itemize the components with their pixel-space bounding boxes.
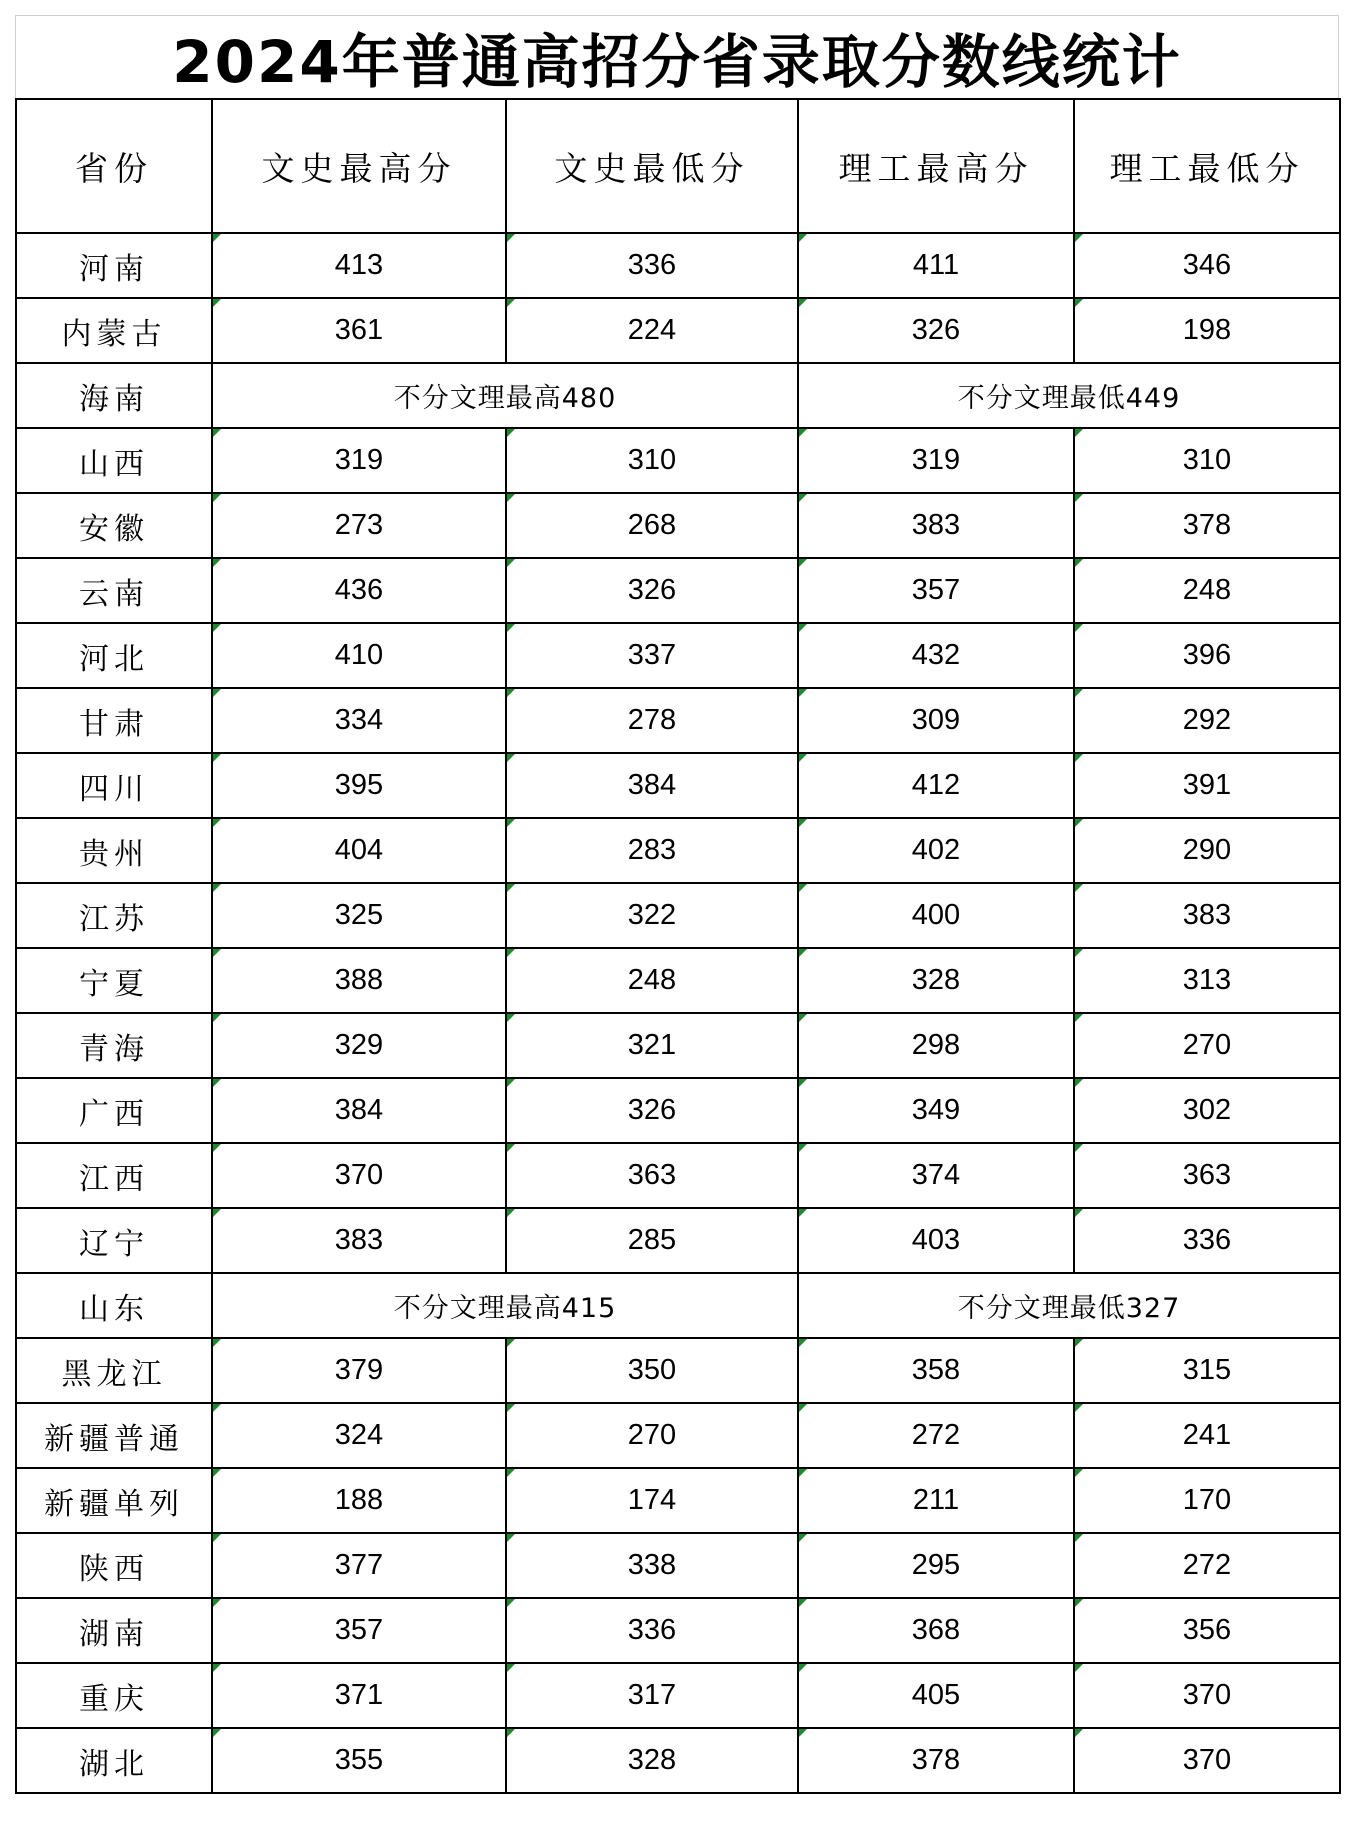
table-row	[16, 883, 1340, 948]
science-min-cell: 370	[1074, 1728, 1340, 1793]
arts-max-cell: 404	[212, 818, 506, 883]
arts-max-cell: 334	[212, 688, 506, 753]
arts-max-cell: 370	[212, 1143, 506, 1208]
province-cell: 内蒙古	[16, 298, 212, 363]
science-max-cell: 357	[798, 558, 1074, 623]
table-row	[16, 428, 1340, 493]
table-row	[16, 1078, 1340, 1143]
table-row	[16, 1663, 1340, 1728]
score-sheet	[15, 15, 1339, 1821]
arts-max-cell: 357	[212, 1598, 506, 1663]
science-max-cell: 405	[798, 1663, 1074, 1728]
table-row	[16, 233, 1340, 298]
arts-min-cell: 326	[506, 558, 798, 623]
province-cell: 湖北	[16, 1728, 212, 1793]
province-cell: 河南	[16, 233, 212, 298]
province-cell: 湖南	[16, 1598, 212, 1663]
science-min-cell: 292	[1074, 688, 1340, 753]
province-cell: 陕西	[16, 1533, 212, 1598]
arts-max-cell: 379	[212, 1338, 506, 1403]
arts-min-cell: 326	[506, 1078, 798, 1143]
arts-max-cell: 273	[212, 493, 506, 558]
table-row	[16, 1273, 1340, 1338]
table-row	[16, 558, 1340, 623]
table-row	[16, 1143, 1340, 1208]
province-cell: 宁夏	[16, 948, 212, 1013]
arts-max-cell: 361	[212, 298, 506, 363]
table-row	[16, 493, 1340, 558]
science-max-cell: 326	[798, 298, 1074, 363]
arts-max-cell: 319	[212, 428, 506, 493]
title-bar	[15, 15, 1339, 98]
merged-min-cell: 不分文理最低449	[798, 363, 1340, 428]
province-cell: 辽宁	[16, 1208, 212, 1273]
science-max-cell: 298	[798, 1013, 1074, 1078]
arts-min-cell: 278	[506, 688, 798, 753]
province-cell: 贵州	[16, 818, 212, 883]
table-row	[16, 688, 1340, 753]
arts-max-cell: 325	[212, 883, 506, 948]
science-max-cell: 295	[798, 1533, 1074, 1598]
arts-min-cell: 224	[506, 298, 798, 363]
science-min-cell: 310	[1074, 428, 1340, 493]
province-cell: 山西	[16, 428, 212, 493]
arts-min-cell: 268	[506, 493, 798, 558]
arts-min-cell: 321	[506, 1013, 798, 1078]
table-row	[16, 1598, 1340, 1663]
arts-min-cell: 248	[506, 948, 798, 1013]
arts-max-cell: 377	[212, 1533, 506, 1598]
table-row	[16, 1468, 1340, 1533]
science-max-cell: 368	[798, 1598, 1074, 1663]
merged-max-cell: 不分文理最高480	[212, 363, 798, 428]
arts-min-cell: 328	[506, 1728, 798, 1793]
table-row	[16, 1013, 1340, 1078]
arts-min-cell: 285	[506, 1208, 798, 1273]
science-max-cell: 412	[798, 753, 1074, 818]
table-row	[16, 623, 1340, 688]
table-row	[16, 1338, 1340, 1403]
arts-max-cell: 388	[212, 948, 506, 1013]
science-min-cell: 370	[1074, 1663, 1340, 1728]
province-cell: 河北	[16, 623, 212, 688]
arts-max-cell: 413	[212, 233, 506, 298]
province-cell: 新疆普通	[16, 1403, 212, 1468]
province-cell: 青海	[16, 1013, 212, 1078]
province-cell: 云南	[16, 558, 212, 623]
arts-max-cell: 324	[212, 1403, 506, 1468]
arts-min-cell: 384	[506, 753, 798, 818]
header-row	[16, 99, 1340, 233]
science-min-cell: 270	[1074, 1013, 1340, 1078]
province-cell: 江西	[16, 1143, 212, 1208]
science-min-cell: 346	[1074, 233, 1340, 298]
table-row	[16, 1728, 1340, 1793]
science-max-cell: 211	[798, 1468, 1074, 1533]
science-min-cell: 396	[1074, 623, 1340, 688]
arts-max-cell: 395	[212, 753, 506, 818]
science-max-cell: 272	[798, 1403, 1074, 1468]
science-max-cell: 319	[798, 428, 1074, 493]
province-cell: 江苏	[16, 883, 212, 948]
merged-max-cell: 不分文理最高415	[212, 1273, 798, 1338]
science-max-cell: 403	[798, 1208, 1074, 1273]
province-cell: 四川	[16, 753, 212, 818]
province-cell: 海南	[16, 363, 212, 428]
science-max-cell: 411	[798, 233, 1074, 298]
arts-min-cell: 363	[506, 1143, 798, 1208]
science-min-cell: 272	[1074, 1533, 1340, 1598]
arts-max-cell: 384	[212, 1078, 506, 1143]
table-row	[16, 298, 1340, 363]
science-max-cell: 378	[798, 1728, 1074, 1793]
science-max-cell: 349	[798, 1078, 1074, 1143]
arts-min-cell: 350	[506, 1338, 798, 1403]
science-max-cell: 432	[798, 623, 1074, 688]
score-table	[15, 98, 1341, 1794]
science-max-cell: 402	[798, 818, 1074, 883]
table-row	[16, 1533, 1340, 1598]
arts-max-cell: 329	[212, 1013, 506, 1078]
arts-max-cell: 410	[212, 623, 506, 688]
header-science-min: 理工最低分	[1074, 99, 1340, 233]
header-science-max: 理工最高分	[798, 99, 1074, 233]
table-row	[16, 363, 1340, 428]
science-min-cell: 383	[1074, 883, 1340, 948]
science-min-cell: 198	[1074, 298, 1340, 363]
science-max-cell: 400	[798, 883, 1074, 948]
science-min-cell: 241	[1074, 1403, 1340, 1468]
science-max-cell: 358	[798, 1338, 1074, 1403]
arts-min-cell: 336	[506, 233, 798, 298]
arts-min-cell: 338	[506, 1533, 798, 1598]
arts-max-cell: 355	[212, 1728, 506, 1793]
science-max-cell: 328	[798, 948, 1074, 1013]
science-min-cell: 290	[1074, 818, 1340, 883]
page-title: 2024年普通高招分省录取分数线统计	[172, 28, 1182, 96]
table-row	[16, 1403, 1340, 1468]
science-min-cell: 313	[1074, 948, 1340, 1013]
province-cell: 重庆	[16, 1663, 212, 1728]
arts-min-cell: 337	[506, 623, 798, 688]
header-arts-min: 文史最低分	[506, 99, 798, 233]
arts-min-cell: 322	[506, 883, 798, 948]
science-min-cell: 378	[1074, 493, 1340, 558]
header-arts-max: 文史最高分	[212, 99, 506, 233]
science-min-cell: 391	[1074, 753, 1340, 818]
science-min-cell: 170	[1074, 1468, 1340, 1533]
science-max-cell: 383	[798, 493, 1074, 558]
science-min-cell: 248	[1074, 558, 1340, 623]
science-min-cell: 315	[1074, 1338, 1340, 1403]
province-cell: 黑龙江	[16, 1338, 212, 1403]
science-max-cell: 374	[798, 1143, 1074, 1208]
arts-min-cell: 317	[506, 1663, 798, 1728]
province-cell: 山东	[16, 1273, 212, 1338]
province-cell: 安徽	[16, 493, 212, 558]
science-min-cell: 356	[1074, 1598, 1340, 1663]
province-cell: 甘肃	[16, 688, 212, 753]
science-min-cell: 363	[1074, 1143, 1340, 1208]
arts-max-cell: 188	[212, 1468, 506, 1533]
table-row	[16, 753, 1340, 818]
arts-min-cell: 336	[506, 1598, 798, 1663]
table-row	[16, 818, 1340, 883]
science-min-cell: 336	[1074, 1208, 1340, 1273]
arts-min-cell: 283	[506, 818, 798, 883]
arts-max-cell: 371	[212, 1663, 506, 1728]
arts-max-cell: 383	[212, 1208, 506, 1273]
science-min-cell: 302	[1074, 1078, 1340, 1143]
merged-min-cell: 不分文理最低327	[798, 1273, 1340, 1338]
arts-max-cell: 436	[212, 558, 506, 623]
arts-min-cell: 174	[506, 1468, 798, 1533]
table-row	[16, 1208, 1340, 1273]
science-max-cell: 309	[798, 688, 1074, 753]
arts-min-cell: 270	[506, 1403, 798, 1468]
table-row	[16, 948, 1340, 1013]
header-province: 省份	[16, 99, 212, 233]
province-cell: 广西	[16, 1078, 212, 1143]
arts-min-cell: 310	[506, 428, 798, 493]
province-cell: 新疆单列	[16, 1468, 212, 1533]
